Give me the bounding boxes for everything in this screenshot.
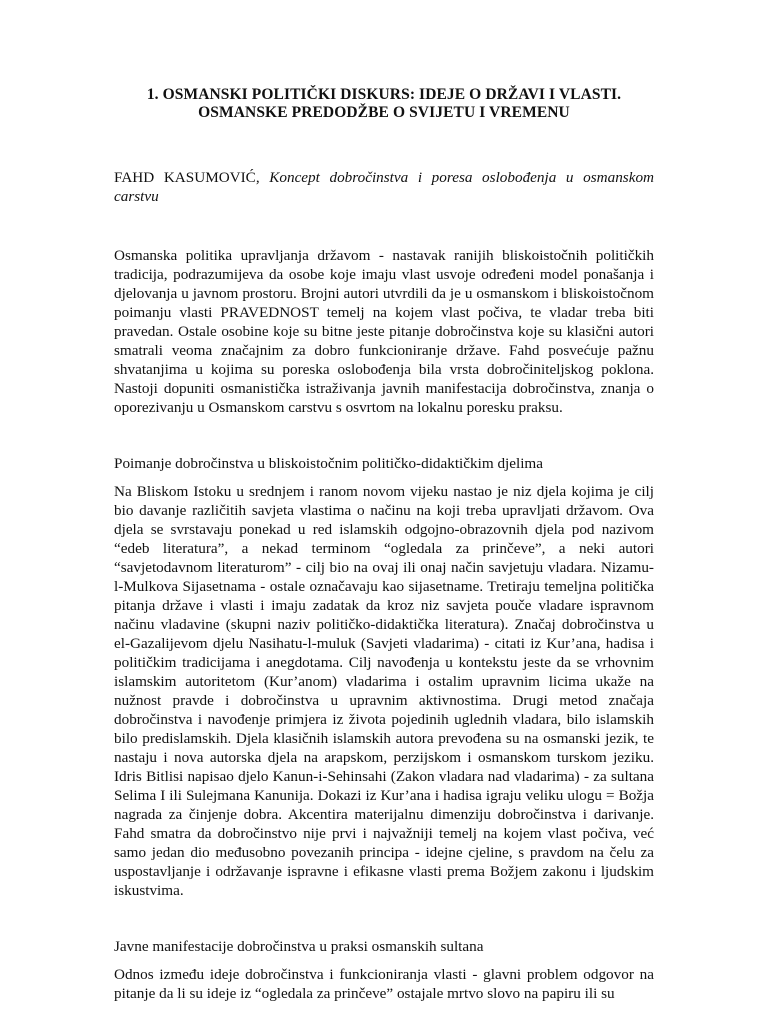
work-title: Koncept dobročinstva i poresa oslobođenja u osmanskom carstvu — [114, 169, 655, 205]
author-name: FAHD KASUMOVIĆ, — [114, 169, 260, 186]
section-heading-2: Javne manifestacije dobročinstva u praksi osmanskih sultana — [114, 938, 484, 955]
section-heading-1: Poimanje dobročinstva u bliskoistočnim političko-didaktičkim djelima — [114, 455, 543, 472]
document-title — [114, 86, 654, 122]
section-body-2: Odnos između ideje dobročinstva i funkcioniranja vlasti - glavni problem odgovor na pitanje da li su ideje iz “ogledala za prinčeve” ostajale mrtvo slovo na papiru ili su — [114, 966, 654, 1002]
author-citation — [114, 168, 654, 206]
document-page — [114, 86, 654, 1003]
section-body-1: Na Bliskom Istoku u srednjem i ranom novom vijeku nastao je niz djela kojima je cilj bio davanje različitih savjeta vlastima o načinu na koji treba upravljati državom. Ova djela se svrstavaju ponekad u red islamskih odgojno-obrazovnih djela pod nazivom “edeb literatura”, a nekad terminom “ogledala za prinčeve”, a neki autori “savjetodavnom literaturom” - cilj bio na ovaj ili onaj način savjetuju vladara. Nizamu-l-Mulkova Sijasetnama - ostale označavaju kao sijasetname. Tretiraju temeljna politička pitanja države i vlasti i imaju zadatak da kroz niz savjeta pouče vladare ispravnom načinu vladavine (skupni naziv političko-didaktička literatura). Značaj dobročinstva u el-Gazalijevom djelu Nasihatu-l-muluk (Savjeti vladarima) - citati iz Kur’ana, hadisa i političkim tradicijama i anegdotama. Cilj navođenja u kontekstu jeste da se vrhovnim islamskim autoritetom (Kur’anom) vladarima i ostalim upravnim licima ukaže na nužnost pravde i dobročinstva u upravnim aktivnostima. Drugi metod značaja dobročinstva i navođenje primjera iz života pojedinih uglednih vladara, bilo islamskih bilo predislamskih. Djela klasičnih islamskih autora prevođena su na osmanski jezik, te nastaju i nova autorska djela na arapskom, perzijskom i osmanskom turskom jeziku. Idris Bitlisi napisao djelo Kanun-i-Sehinsahi (Zakon vladara nad vladarima) - za sultana Selima I ili Sulejmana Kanunija. Dokazi iz Kur’ana i hadisa igraju veliku ulogu = Božja nagrada za činjenje dobra. Akcentira materijalnu dimenziju dobročinstva i darivanje. Fahd smatra da dobročinstvo nije prvi i najvažniji temelj na kojem vlast počiva, već samo jedan dio međusobno povezanih principa - idejne cjeline, s pravdom na čelu za uspostavljanje i održavanje ispravne i efikasne vlasti prema Božjem zakonu i ljudskim iskustvima. — [114, 483, 654, 899]
title-line-2: OSMANSKE PREDODŽBE O SVIJETU I VREMENU — [198, 104, 570, 121]
intro-paragraph: Osmanska politika upravljanja državom - nastavak ranijih bliskoistočnih političkih tradicija, podrazumijeva da osobe koje imaju vlast usvoje određeni model ponašanja i djelovanja u javnom prostoru. Brojni autori utvrdili da je u osmanskom i bliskoistočnom poimanju vlasti PRAVEDNOST temelj na kojem vlast počiva, te vladar treba biti pravedan. Ostale osobine koje su bitne jeste pitanje dobročinstva koje su klasični autori smatrali veoma značajnim za dobro funkcioniranje države. Fahd posvećuje pažnu shvatanjima u kojima su poreska oslobođenja bila vrsta dobročiniteljskog poklona. Nastoji dopuniti osmanistička istraživanja javnih manifestacija dobročinstva, znanja o oporezivanju u Osmanskom carstvu s osvrtom na lokalnu poresku praksu. — [114, 247, 654, 416]
title-line-1: 1. OSMANSKI POLITIČKI DISKURS: IDEJE O DRŽAVI I VLASTI. — [146, 86, 622, 103]
